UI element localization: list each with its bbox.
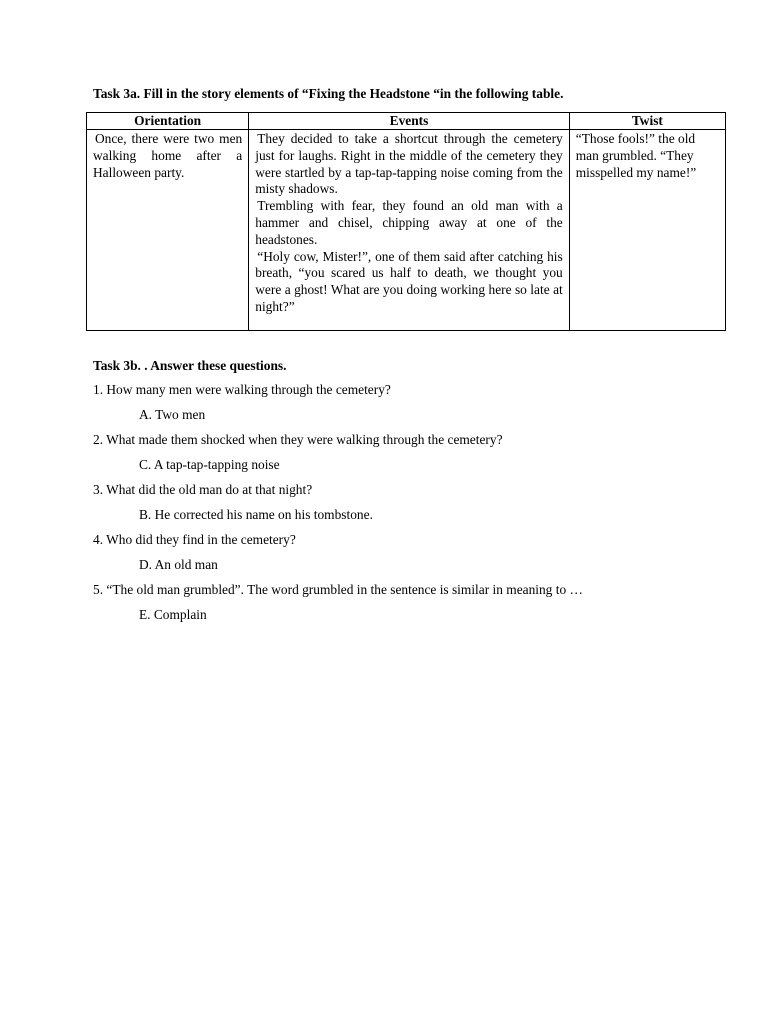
answer-1: A. Two men xyxy=(139,407,206,422)
question-4: 4. Who did they find in the cemetery? xyxy=(93,532,296,547)
orientation-text: Once, there were two men walking home after a Halloween party. xyxy=(93,131,243,180)
events-paragraph-3: “Holy cow, Mister!”, one of them said after catching his breath, “you scared us half to death, we thought you were a ghost! What are you doing working here so late at night?” xyxy=(255,248,563,314)
question-5: 5. “The old man grumbled”. The word grumbled in the sentence is similar in meaning to … xyxy=(93,582,583,597)
question-1: 1. How many men were walking through the cemetery? xyxy=(93,382,391,397)
twist-cell xyxy=(569,130,725,331)
answer-5: E. Complain xyxy=(139,607,207,622)
header-events: Events xyxy=(249,113,570,130)
task3a-heading: Task 3a. Fill in the story elements of “Fixing the Headstone “in the following table. xyxy=(93,86,564,101)
header-orientation: Orientation xyxy=(87,113,249,130)
answer-2: C. A tap-tap-tapping noise xyxy=(139,457,280,472)
twist-text: “Those fools!” the old man grumbled. “They misspelled my name!” xyxy=(575,131,697,180)
events-cell xyxy=(249,130,570,331)
events-paragraph-1: They decided to take a shortcut through the cemetery just for laughs. Right in the middle of the cemetery they were startled by a tap-tap-tapping noise coming from the misty shadows. xyxy=(255,131,563,197)
answer-3: B. He corrected his name on his tombstone. xyxy=(139,507,373,522)
table-header-row xyxy=(87,113,726,130)
question-3: 3. What did the old man do at that night? xyxy=(93,482,313,497)
question-list xyxy=(93,382,583,632)
events-paragraph-2: Trembling with fear, they found an old man with a hammer and chisel, chipping away at one of the headstones. xyxy=(255,198,563,247)
header-twist: Twist xyxy=(569,113,725,130)
question-2: 2. What made them shocked when they were walking through the cemetery? xyxy=(93,432,503,447)
story-elements-table xyxy=(86,112,726,331)
answer-4: D. An old man xyxy=(139,557,218,572)
orientation-cell xyxy=(87,130,249,331)
task3b-heading: Task 3b. . Answer these questions. xyxy=(93,358,287,373)
table-row xyxy=(87,130,726,331)
